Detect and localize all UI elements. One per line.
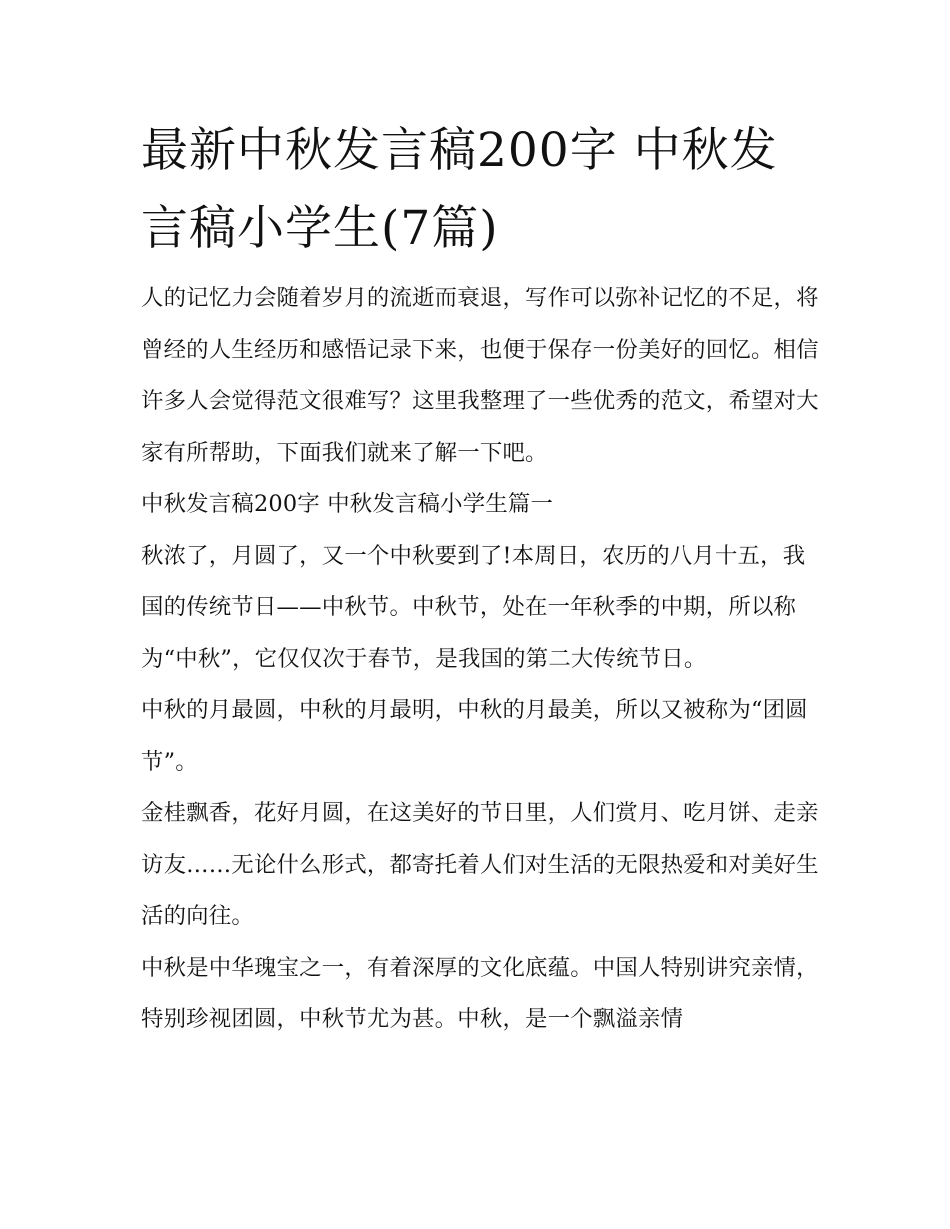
intro-paragraph: 人的记忆力会随着岁月的流逝而衰退，写作可以弥补记忆的不足，将曾经的人生经历和感悟记录下来，也便于保存一份美好的回忆。相信许多人会觉得范文很难写？这里我整理了一些优秀的范文，希望对大家有所帮助，下面我们就来了解一下吧。	[141, 285, 819, 466]
title-line-1: 最新中秋发言稿200字 中秋发	[141, 123, 778, 178]
body-paragraph: 中秋是中华瑰宝之一，有着深厚的文化底蕴。中国人特别讲究亲情，特别珍视团圆，中秋节尤为甚。中秋，是一个飘溢亲情	[141, 954, 819, 1032]
body-paragraph: 中秋的月最圆，中秋的月最明，中秋的月最美，所以又被称为“团圆节”。	[141, 697, 808, 775]
title-line-2: 言稿小学生(7篇)	[141, 201, 499, 256]
document-title	[141, 112, 821, 268]
section-heading: 中秋发言稿200字 中秋发言稿小学生篇一	[141, 491, 554, 517]
document-body	[141, 273, 821, 1046]
body-paragraph: 金桂飘香，花好月圆，在这美好的节日里，人们赏月、吃月饼、走亲访友……无论什么形式，都寄托着人们对生活的无限热爱和对美好生活的向往。	[141, 800, 819, 929]
document-page	[141, 112, 821, 1046]
body-paragraph: 秋浓了，月圆了，又一个中秋要到了!本周日，农历的八月十五，我国的传统节日——中秋节。中秋节，处在一年秋季的中期，所以称为“中秋”，它仅仅次于春节，是我国的第二大传统节日。	[141, 542, 806, 672]
